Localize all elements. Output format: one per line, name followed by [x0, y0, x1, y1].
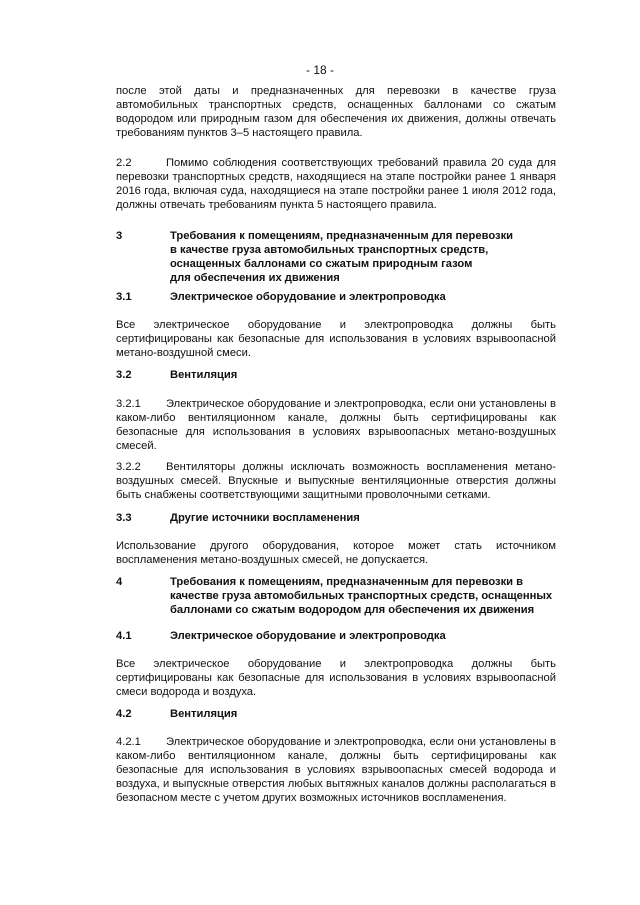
section-4-title-line: Требования к помещениям, предназначенным для перевозки в [170, 576, 524, 588]
paragraph-2-2-text: Помимо соблюдения соответствующих требований правила 20 суда для перевозки транспортных средств, находящиеся на этапе постройки ранее 1 января 2016 года, включая суда, находящиеся на этапе постройки ранее 1 июля 2012 года, должны отвечать требованиям пункта 5 настоящего правила. [116, 157, 556, 211]
section-4-title [170, 575, 570, 617]
section-4-1-heading [116, 629, 556, 643]
section-3-1-title: Электрическое оборудование и электропроводка [170, 291, 446, 303]
paragraph-3-2-1 [116, 397, 556, 453]
section-4-heading [116, 575, 556, 617]
section-3-2-number: 3.2 [116, 369, 132, 381]
section-3-number: 3 [116, 230, 123, 242]
paragraph-2-2 [116, 156, 556, 212]
paragraph-4-2-1-text: Электрическое оборудование и электропроводка, если они установлены в каком-либо вентиляционном канале, должны быть сертифицированы как безопасные для использования в условиях взрывоопасных смесей водорода и воздуха, и выпускные отверстия любых вытяжных каналов должны располагаться в безопасном месте с учетом других возможных источников воспламенения. [116, 736, 556, 804]
paragraph-4-2-1-number: 4.2.1 [116, 736, 141, 748]
paragraph-3-2-1-text: Электрическое оборудование и электропроводка, если они установлены в каком-либо вентиляционном канале, должны быть сертифицированы как безопасные для использования в условиях взрывоопасных метано-воздушных смесей. [116, 398, 556, 452]
paragraph-3-1: Все электрическое оборудование и электропроводка должны быть сертифицированы как безопасные для использования в условиях взрывоопасной метано-воздушной смеси. [116, 319, 556, 359]
section-4-number: 4 [116, 576, 123, 588]
section-3-1-number: 3.1 [116, 291, 132, 303]
paragraph-3-2-2-text: Вентиляторы должны исключать возможность воспламенения метано-воздушных смесей. Впускные и выпускные вентиляционные отверстия должны быть снабжены соответствующими защитными проволочными сетками. [116, 461, 556, 501]
section-4-2-number: 4.2 [116, 708, 132, 720]
section-4-1-number: 4.1 [116, 630, 132, 642]
paragraph-3-2-2 [116, 460, 556, 502]
section-3-title [170, 229, 560, 285]
paragraph-3-3: Использование другого оборудования, которое может стать источником воспламенения метано-воздушных смесей, не допускается. [116, 540, 556, 566]
paragraph-4-2-1 [116, 735, 556, 805]
section-3-title-line: Требования к помещениям, предназначенным для перевозки [170, 230, 514, 242]
section-3-title-line: оснащенных баллонами со сжатым природным газом [170, 258, 473, 270]
section-3-3-number: 3.3 [116, 512, 132, 524]
paragraph-2-2-number: 2.2 [116, 157, 132, 169]
section-3-title-line: для обеспечения их движения [170, 272, 340, 284]
section-3-3-heading [116, 511, 556, 525]
section-3-3-title: Другие источники воспламенения [170, 512, 360, 524]
section-4-title-line: баллонами со сжатым водородом для обеспечения их движения [170, 604, 535, 616]
section-3-title-line: в качестве груза автомобильных транспортных средств, [170, 244, 489, 256]
section-4-1-title: Электрическое оборудование и электропроводка [170, 630, 446, 642]
section-4-2-title: Вентиляция [170, 708, 238, 720]
paragraph-intro: после этой даты и предназначенных для перевозки в качестве груза автомобильных транспортных средств, оснащенных баллонами со сжатым водородом или природным газом для обеспечения их движения, должны отвечать требованиям пунктов 3–5 настоящего правила. [116, 85, 556, 139]
paragraph-4-1: Все электрическое оборудование и электропроводка должны быть сертифицированы как безопасные для использования в условиях взрывоопасной смеси водорода и воздуха. [116, 658, 556, 698]
paragraph-3-2-1-number: 3.2.1 [116, 398, 141, 410]
section-3-2-heading [116, 368, 556, 382]
paragraph-3-2-2-number: 3.2.2 [116, 461, 141, 473]
page-number: - 18 - [305, 63, 334, 77]
section-3-heading [116, 229, 556, 285]
section-3-2-title: Вентиляция [170, 369, 238, 381]
section-4-title-line: качестве груза автомобильных транспортных средств, оснащенных [170, 590, 553, 602]
section-4-2-heading [116, 707, 556, 721]
section-3-1-heading [116, 290, 556, 304]
